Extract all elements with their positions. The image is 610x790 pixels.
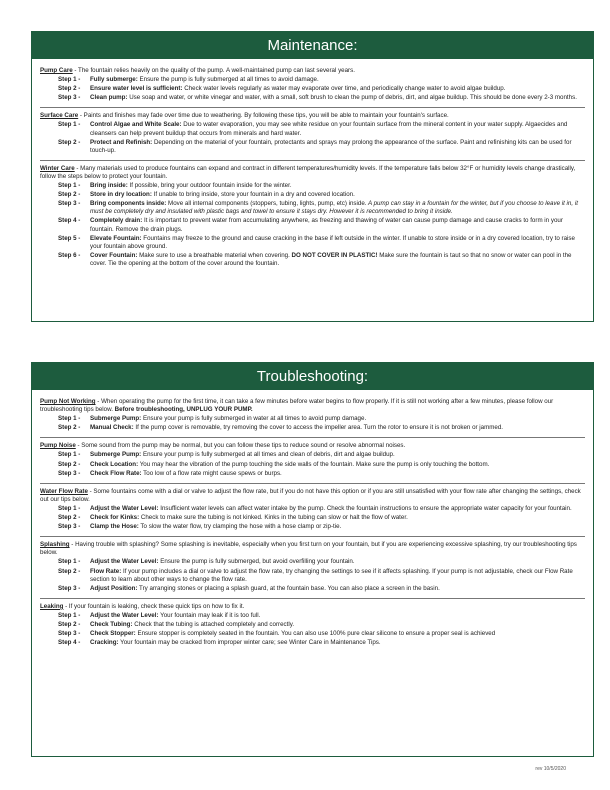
section-intro: - The fountain relies heavily on the quality of the pump. A well-maintained pump can last several years. (72, 67, 355, 74)
pump-not-working-section (40, 398, 585, 438)
step-item: Step 4 - Completely drain: It is important to prevent water from accumulating anywhere, as freezing and thawing of water can cause pump damage and cause cracks to form in your fountain. Remove the drain plugs. (58, 217, 563, 233)
step-item: Step 3 - Check Flow Rate: Too low of a flow rate might cause spews or burps. (58, 469, 282, 477)
pump-noise-section (40, 442, 585, 483)
step-item: Step 2 - Check Tubing: Check that the tubing is attached completely and correctly. (58, 620, 295, 628)
step-item: Step 5 - Elevate Fountain: Fountains may freeze to the ground and cause cracking in the base if left outside in the winter. If unable to store inside or in a dry covered location, try to raise your fountain above ground. (58, 234, 575, 250)
step-item: Step 2 - Check Location: You may hear the vibration of the pump touching the side walls of the fountain. Make sure the pump is only touching the bottom. (58, 460, 490, 468)
step-item: Step 1 - Adjust the Water Level: Your fountain may leak if it is too full. (58, 611, 261, 619)
step-item: Step 1 - Adjust the Water Level: Ensure the pump is fully submerged, but avoid overfilling your fountain. (58, 558, 355, 566)
step-item: Step 2 - Store in dry location: If unable to bring inside, store your fountain in a dry and covered location. (58, 191, 355, 199)
section-intro-warning: Before troubleshooting, UNPLUG YOUR PUMP. (112, 406, 253, 414)
step-item: Step 3 - Adjust Position: Try arranging stones or placing a splash guard, at the fountain base. You can also place a screen in the basin. (58, 584, 440, 592)
maintenance-panel (31, 31, 594, 322)
section-title: Surface Care (40, 112, 79, 120)
section-title: Pump Care (40, 67, 73, 74)
step-item: Step 1 - Submerge Pump: Ensure your pump is fully submerged at all times and clean of debris, dirt and algae buildup. (58, 451, 395, 459)
pump-care-section (40, 67, 585, 108)
step-item: Step 3 - Clamp the Hose: To slow the water flow, try clamping the hose with a hose clamp or zip-tie. (58, 523, 342, 531)
section-title: Pump Noise (40, 442, 76, 450)
step-item: Step 4 - Cracking: Your fountain may be cracked from improper winter care; see Winter Care in Maintenance Tips. (58, 639, 381, 647)
section-intro: - Some fountains come with a dial or valve to adjust the flow rate, but if you do not have this option or if you are still unsatisfied with your flow rate after changing the settings, check out our tips below. (40, 487, 581, 503)
section-title: Water Flow Rate (40, 487, 88, 495)
winter-care-section (40, 165, 585, 273)
step-item: Step 1 - Adjust the Water Level: Insufficient water levels can affect water intake by the pump. Check the fountain instructions to ensure the appropriate water capacity for your fountain. (58, 504, 572, 512)
section-title: Splashing (40, 541, 70, 549)
section-intro: - Some sound from the pump may be normal, but you can follow these tips to reduce sound or resolve abnormal noises. (75, 442, 406, 450)
step-item: Step 3 - Clean pump: Use soap and water, or white vinegar and water, with a small, soft brush to clean the pump of debris, dirt, and algae buildup. This should be done every 2-3 months. (58, 94, 577, 102)
section-intro: - If your fountain is leaking, check these quick tips on how to fix it. (63, 602, 245, 610)
surface-care-section (40, 112, 585, 160)
step-item: Step 1 - Fully submerge: Ensure the pump is fully submerged at all times to avoid damage. (58, 76, 319, 84)
maintenance-heading: Maintenance: (32, 32, 593, 59)
water-flow-rate-section (40, 488, 585, 537)
troubleshooting-heading: Troubleshooting: (32, 363, 593, 390)
step-item: Step 2 - Ensure water level is sufficient: Check water levels regularly as water may evaporate over time, and periodically change water to avoid algae buildup. (58, 85, 506, 93)
section-intro: - Many materials used to produce fountains can expand and contract in different temperatures/humidity levels. If the temperature falls below 32°F or humidity levels change drastically, follow the steps below to protect your fountain. (40, 164, 576, 180)
troubleshooting-panel (31, 362, 594, 757)
step-item: Step 2 - Flow Rate: If your pump includes a dial or valve to adjust the flow rate, try changing the settings to see if it affects splashing. If your pump is not adjustable, check our Flow Rate section to learn about other ways to change the flow rate. (58, 567, 573, 583)
step-item: Step 1 - Bring inside: If possible, bring your outdoor fountain inside for the winter. (58, 182, 292, 190)
leaking-section (40, 603, 585, 652)
revision-date: rev 10/5/2020 (535, 766, 566, 772)
step-item: Step 2 - Check for Kinks: Check to make sure the tubing is not kinked. Kinks in the tubing can slow or halt the flow of water. (58, 514, 408, 522)
step-item: Step 3 - Check Stopper: Ensure stopper is completely seated in the fountain. You can also use 100% pure clear silicone to ensure a proper seal is achieved (58, 630, 496, 638)
section-intro: - When operating the pump for the first time, it can take a few minutes before water begins to flow properly. If it is still not working after a few minutes, please follow our troubleshooting tips below. (40, 398, 554, 414)
step-item: Step 2 - Protect and Refinish: Depending on the material of your fountain, protectants and sprays may prolong the appearance of the surface. Paint and refinishing kits can be used for touch-up. (58, 138, 572, 154)
section-intro: - Paints and finishes may fade over time due to weathering. By following these tips, you will be able to maintain your fountain's surface. (78, 112, 449, 120)
step-item: Step 1 - Control Algae and White Scale: Due to water evaporation, you may see white residue on your fountain surface from the mineral content in your water supply. Algaecides and cleansers can help prevent buildup that occurs from minerals and hard water. (58, 121, 568, 137)
step-item: Step 2 - Manual Check: If the pump cover is removable, try removing the cover to access the impeller area. Turn the rotor to ensure it is not broken or jammed. (58, 424, 504, 432)
step-item: Step 3 - Bring components inside: Move all internal components (stoppers, tubing, lights, pump, etc) inside. A pump can stay in a fountain for the winter, but if you choose to leave it in, it must be completely dry and insulated with plastic bags and towel to ensure it stays dry. However it is recommended to bring it inside. (58, 200, 578, 216)
section-title: Pump Not Working (40, 398, 96, 405)
section-intro: - Having trouble with splashing? Some splashing is inevitable, especially when you first turn on your fountain, but if you are experiencing excessive splashing, try our troubleshooting tips below. (40, 541, 577, 557)
step-item: Step 1 - Submerge Pump: Ensure your pump is fully submerged in water at all times to avoid pump damage. (58, 415, 367, 423)
section-title: Leaking (40, 602, 64, 610)
splashing-section (40, 541, 585, 599)
step-item: Step 6 - Cover Fountain: Make sure to use a breathable material when covering. DO NOT COVER IN PLASTIC! Make sure the fountain is taut so that no snow or water can pool in the cover. Tie the opening at the bottom of the cover around the fountain. (58, 251, 572, 267)
section-title: Winter Care (40, 164, 75, 172)
